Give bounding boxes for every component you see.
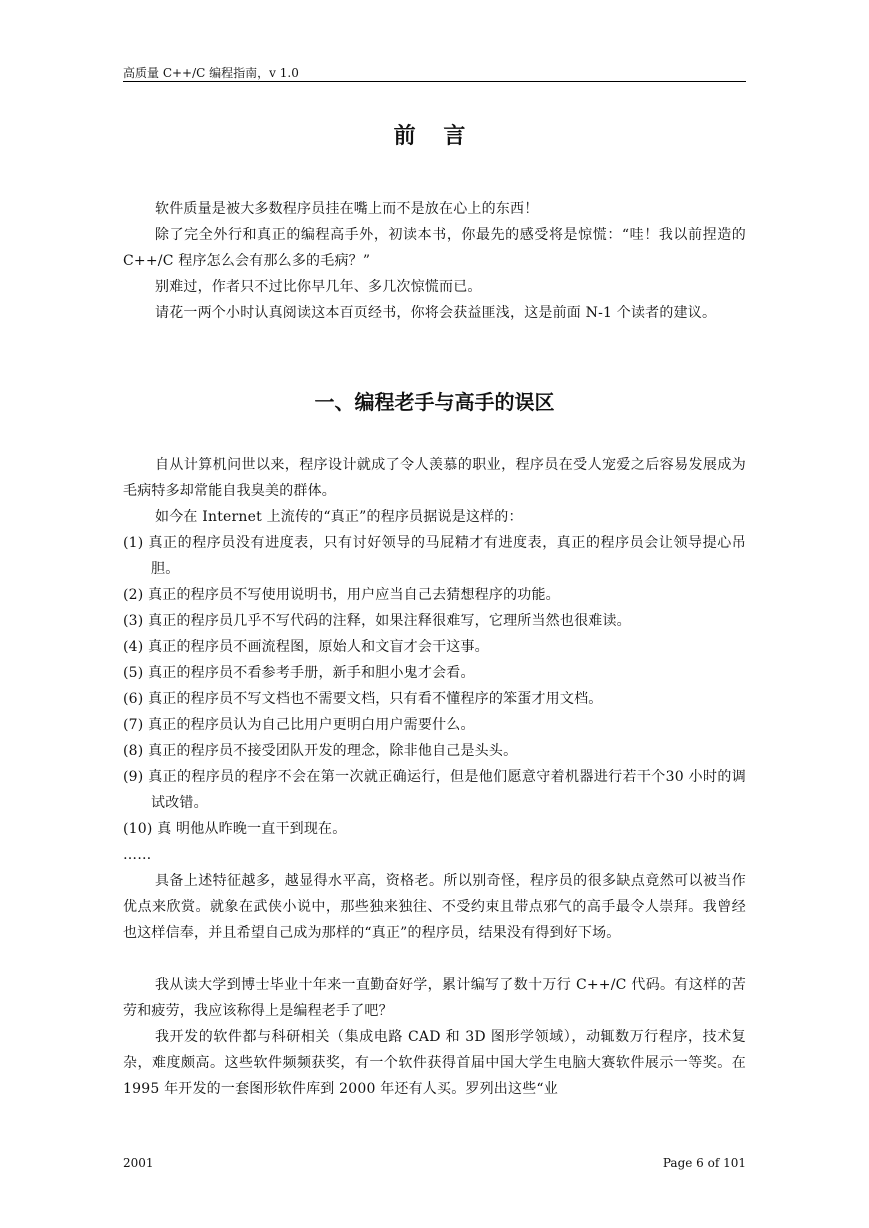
preface-paragraph: 除了完全外行和真正的编程高手外，初读本书，你最先的感受将是惊慌：“哇！我以前捏造的 C++/C 程序怎么会有那么多的毛病？” [123,227,746,269]
list-item: (1) 真正的程序员没有进度表，只有讨好领导的马屁精才有进度表，真正的程序员会让领导提心吊胆。 [123,535,746,577]
list-item: (9) 真正的程序员的程序不会在第一次就正确运行，但是他们愿意守着机器进行若干个30 小时的调试改错。 [123,769,746,811]
section-paragraph: 具备上述特征越多，越显得水平高，资格老。所以别奇怪，程序员的很多缺点竟然可以被当作优点来欣赏。就象在武侠小说中，那些独来独往、不受约束且带点邪气的高手最令人崇拜。我曾经也这样信奉，并且希望自己成为那样的“真正”的程序员，结果没有得到好下场。 [123,873,746,941]
section-body [123,452,746,1102]
list-item: (7) 真正的程序员认为自己比用户更明白用户需要什么。 [123,717,475,733]
list-item: (3) 真正的程序员几乎不写代码的注释，如果注释很难写，它理所当然也很难读。 [123,613,631,629]
ellipsis: …… [123,847,152,863]
section-paragraph: 我从读大学到博士毕业十年来一直勤奋好学，累计编写了数十万行 C++/C 代码。有这样的苦劳和疲劳，我应该称得上是编程老手了吧？ [123,977,746,1019]
footer-year: 2001 [123,1156,154,1170]
list-item: (6) 真正的程序员不写文档也不需要文档，只有看不懂程序的笨蛋才用文档。 [123,691,603,707]
preface-paragraph: 请花一两个小时认真阅读这本百页经书，你将会获益匪浅，这是前面 N-1 个读者的建议。 [155,305,717,321]
list-item: (10) 真 明他从昨晚一直干到现在。 [123,821,347,837]
section-paragraph: 我开发的软件都与科研相关（集成电路 CAD 和 3D 图形学领域），动辄数万行程序，技术复杂，难度颇高。这些软件频频获奖，有一个软件获得首届中国大学生电脑大赛软件展示一等奖。在 1995 年开发的一套图形软件库到 2000 年还有人买。罗列出这些“业 [123,1029,746,1097]
section-paragraph: 自从计算机问世以来，程序设计就成了令人羡慕的职业，程序员在受人宠爱之后容易发展成为毛病特多却常能自我臭美的群体。 [123,457,746,499]
preface-paragraph: 软件质量是被大多数程序员挂在嘴上而不是放在心上的东西！ [155,201,539,217]
list-item: (2) 真正的程序员不写使用说明书，用户应当自己去猜想程序的功能。 [123,587,560,603]
footer-page-number: Page 6 of 101 [662,1156,746,1170]
preface-body [123,196,746,326]
header-divider [123,81,746,82]
preface-title: 前 言 [393,123,476,149]
list-item: (4) 真正的程序员不画流程图，原始人和文盲才会干这事。 [123,639,489,655]
section-paragraph: 如今在 Internet 上流传的“真正”的程序员据说是这样的： [155,509,523,525]
section-title: 一、编程老手与高手的误区 [314,390,555,414]
list-item: (5) 真正的程序员不看参考手册，新手和胆小鬼才会看。 [123,665,475,681]
page-header: 高质量 C++/C 编程指南，v 1.0 [123,66,299,80]
blank-line [123,946,746,972]
preface-paragraph: 别难过，作者只不过比你早几年、多几次惊慌而已。 [155,279,482,295]
list-item: (8) 真正的程序员不接受团队开发的理念，除非他自己是头头。 [123,743,518,759]
